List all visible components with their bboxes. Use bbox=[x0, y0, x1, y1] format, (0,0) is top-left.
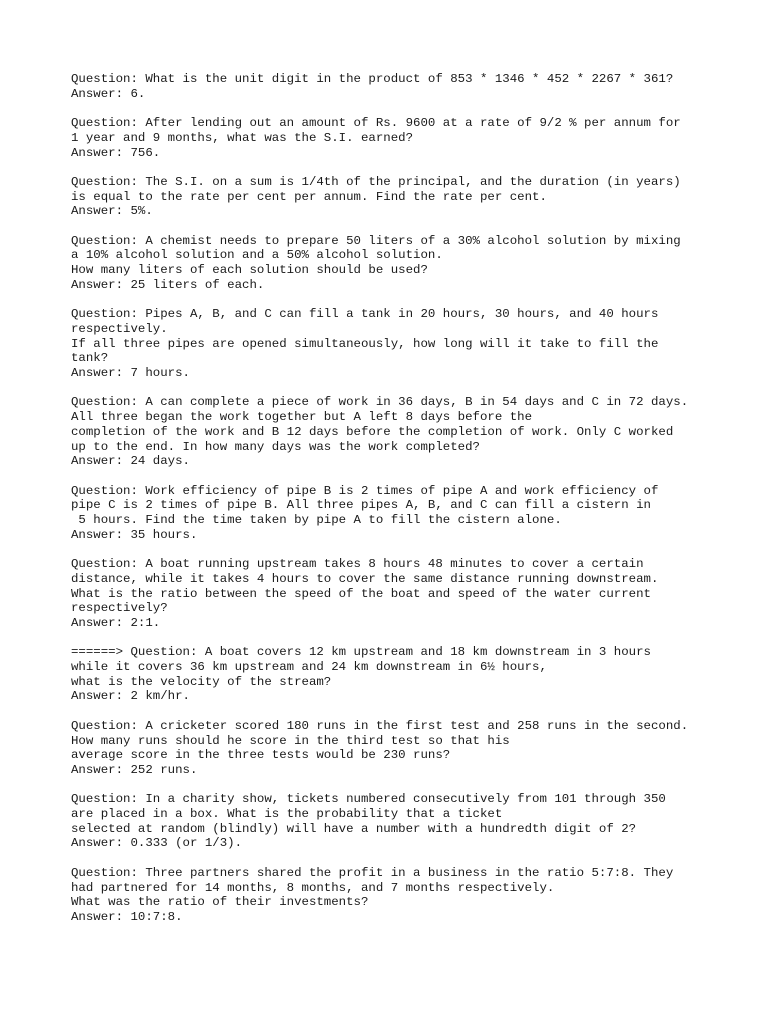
answer-text: Answer: 25 liters of each. bbox=[71, 277, 265, 292]
answer-text: Answer: 2 km/hr. bbox=[71, 689, 190, 704]
question-text: ======> Question: A boat covers 12 km upstream and 18 km downstream in 3 hours bbox=[71, 645, 651, 660]
question-text: average score in the three tests would be 230 runs? bbox=[71, 748, 451, 763]
question-text: 5 hours. Find the time taken by pipe A to fill the cistern alone. bbox=[71, 513, 562, 527]
question-text: How many liters of each solution should be used? bbox=[71, 263, 428, 278]
qa-block-3 bbox=[71, 175, 761, 219]
question-text: distance, while it takes 4 hours to cover the same distance running downstream. bbox=[71, 571, 659, 586]
qa-block-9 bbox=[71, 645, 761, 704]
question-text: what is the velocity of the stream? bbox=[71, 674, 332, 689]
question-text: completion of the work and B 12 days before the completion of work. Only C worked bbox=[71, 424, 674, 439]
qa-block-1 bbox=[71, 72, 761, 101]
question-text: If all three pipes are opened simultaneously, how long will it take to fill the bbox=[71, 336, 659, 351]
question-text: Question: In a charity show, tickets numbered consecutively from 101 through 350 bbox=[71, 792, 666, 807]
question-text: is equal to the rate per cent per annum. Find the rate per cent. bbox=[71, 189, 547, 204]
question-text: Question: Three partners shared the profit in a business in the ratio 5:7:8. They bbox=[71, 865, 674, 880]
answer-text: Answer: 24 days. bbox=[71, 454, 190, 469]
qa-block-11 bbox=[71, 792, 761, 851]
question-text: a 10% alcohol solution and a 50% alcohol solution. bbox=[71, 248, 443, 263]
qa-block-5 bbox=[71, 307, 761, 381]
qa-block-7 bbox=[71, 484, 761, 543]
question-text: Question: What is the unit digit in the product of 853 * 1346 * 452 * 2267 * 361? bbox=[71, 72, 674, 86]
answer-text: Answer: 7 hours. bbox=[71, 366, 190, 380]
qa-block-4 bbox=[71, 234, 761, 293]
answer-text: Answer: 35 hours. bbox=[71, 527, 198, 542]
qa-block-8 bbox=[71, 557, 761, 631]
question-text: How many runs should he score in the third test so that his bbox=[71, 733, 510, 748]
qa-block-2 bbox=[71, 116, 761, 160]
answer-text: Answer: 6. bbox=[71, 86, 146, 101]
question-text: Question: A chemist needs to prepare 50 liters of a 30% alcohol solution by mixing bbox=[71, 233, 681, 248]
question-text: had partnered for 14 months, 8 months, and 7 months respectively. bbox=[71, 880, 555, 895]
question-text: What is the ratio between the speed of the boat and speed of the water current bbox=[71, 586, 651, 601]
question-text: 1 year and 9 months, what was the S.I. earned? bbox=[71, 130, 414, 145]
document-page bbox=[71, 72, 761, 939]
question-text: Question: A cricketer scored 180 runs in the first test and 258 runs in the second. bbox=[71, 718, 689, 733]
question-text: What was the ratio of their investments? bbox=[71, 895, 369, 910]
question-text: pipe C is 2 times of pipe B. All three pipes A, B, and C can fill a cistern in bbox=[71, 498, 651, 513]
qa-block-12 bbox=[71, 866, 761, 925]
answer-text: Answer: 252 runs. bbox=[71, 762, 198, 777]
qa-block-10 bbox=[71, 719, 761, 778]
question-text: Question: Work efficiency of pipe B is 2 times of pipe A and work efficiency of bbox=[71, 483, 659, 498]
question-text: are placed in a box. What is the probability that a ticket bbox=[71, 807, 503, 821]
question-text: tank? bbox=[71, 351, 109, 366]
question-text: while it covers 36 km upstream and 24 km downstream in 6½ hours, bbox=[71, 660, 547, 674]
question-text: Question: After lending out an amount of Rs. 9600 at a rate of 9/2 % per annum for bbox=[71, 116, 681, 131]
question-text: up to the end. In how many days was the work completed? bbox=[71, 439, 480, 454]
answer-text: Answer: 10:7:8. bbox=[71, 909, 183, 924]
question-text: selected at random (blindly) will have a number with a hundredth digit of 2? bbox=[71, 821, 637, 836]
question-text: Question: The S.I. on a sum is 1/4th of the principal, and the duration (in years) bbox=[71, 174, 681, 189]
question-text: respectively? bbox=[71, 601, 168, 616]
answer-text: Answer: 5%. bbox=[71, 204, 153, 219]
question-text: Question: A boat running upstream takes 8 hours 48 minutes to cover a certain bbox=[71, 557, 644, 572]
answer-text: Answer: 756. bbox=[71, 145, 161, 160]
answer-text: Answer: 0.333 (or 1/3). bbox=[71, 836, 243, 851]
question-text: Question: Pipes A, B, and C can fill a tank in 20 hours, 30 hours, and 40 hours bbox=[71, 307, 659, 322]
question-text: respectively. bbox=[71, 321, 168, 336]
answer-text: Answer: 2:1. bbox=[71, 615, 161, 630]
qa-block-6 bbox=[71, 395, 761, 469]
question-text: All three began the work together but A left 8 days before the bbox=[71, 410, 533, 425]
question-text: Question: A can complete a piece of work in 36 days, B in 54 days and C in 72 days. bbox=[71, 395, 689, 410]
